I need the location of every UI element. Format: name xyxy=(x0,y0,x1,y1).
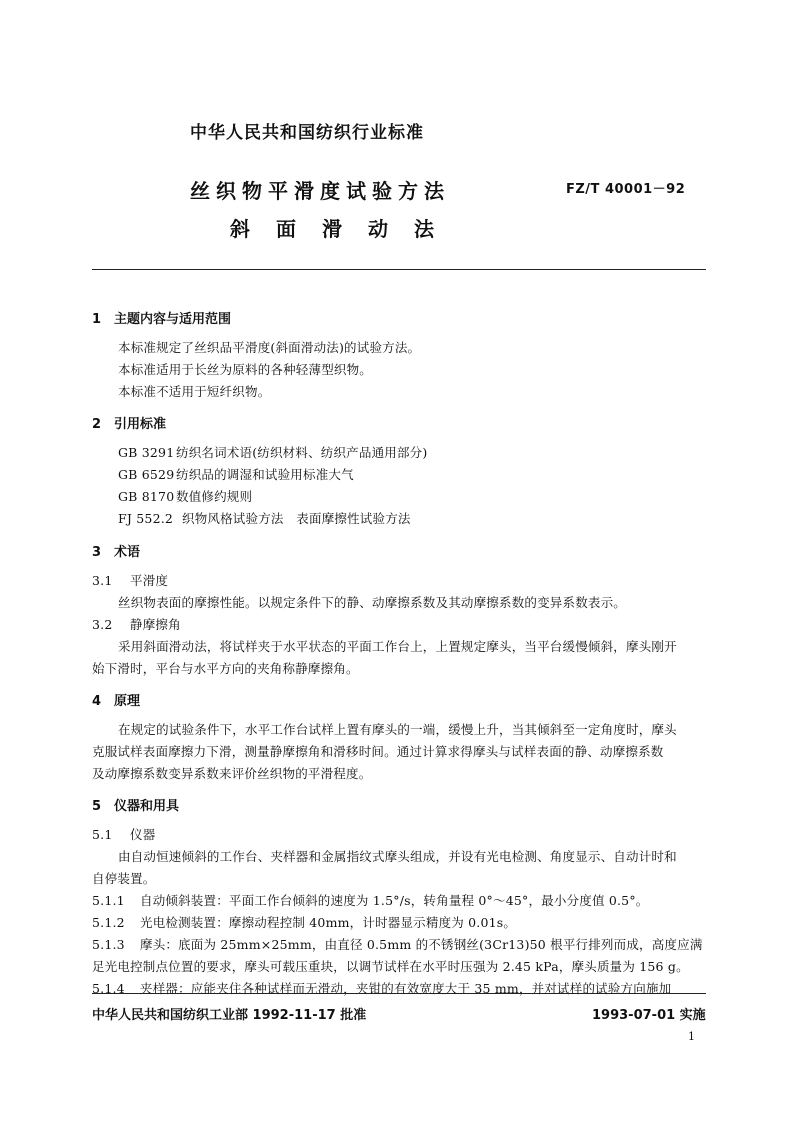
clause-text: 光电检测装置：摩擦动程控制 40mm，计时器显示精度为 0.01s。 xyxy=(140,915,517,930)
reference-code: GB 3291 xyxy=(118,445,175,460)
reference-title: 纺织品的调湿和试验用标准大气 xyxy=(176,467,354,482)
reference-item xyxy=(118,509,411,527)
clause-text: 自动倾斜装置：平面工作台倾斜的速度为 1.5°/s，转角量程 0°～45°，最小分度值 0.5°。 xyxy=(140,893,649,908)
reference-item xyxy=(118,443,427,461)
clause-number: 5.1.1 xyxy=(92,893,125,908)
clause-item xyxy=(92,891,648,909)
term-definition: 丝织物表面的摩擦性能。以规定条件下的静、动摩擦系数及其动摩擦系数的变异系数表示。 xyxy=(118,595,627,610)
reference-code: GB 6529 xyxy=(118,467,175,482)
section-1-paragraph: 本标准不适用于短纤织物。 xyxy=(118,384,271,399)
clause-number: 3.2 xyxy=(92,617,113,632)
section-4-paragraph: 克服试样表面摩擦力下滑，测量静摩擦角和滑移时间。通过计算求得摩头与试样表面的静、动摩擦系数 xyxy=(92,744,664,759)
footer-divider xyxy=(92,993,706,994)
clause-item xyxy=(92,979,671,997)
reference-item xyxy=(118,465,354,483)
section-4-paragraph: 及动摩擦系数变异系数来评价丝织物的平滑程度。 xyxy=(92,766,372,781)
term-heading xyxy=(92,615,181,633)
document-title: 丝织物平滑度试验方法 xyxy=(190,179,450,203)
page-number: 1 xyxy=(688,1030,695,1043)
header-divider xyxy=(92,269,706,270)
document-subtitle: 斜面滑动法 xyxy=(230,217,460,241)
term-heading xyxy=(92,571,168,589)
section-1-paragraph: 本标准适用于长丝为原料的各种轻薄型织物。 xyxy=(118,362,373,377)
clause-item xyxy=(92,913,516,931)
clause-number: 5.1.3 xyxy=(92,937,125,952)
section-1-paragraph: 本标准规定了丝织品平滑度(斜面滑动法)的试验方法。 xyxy=(118,340,421,355)
section-3-heading: 3 术语 xyxy=(92,545,141,560)
effective-date: 1993-07-01 实施 xyxy=(592,1008,706,1023)
clause-item xyxy=(92,935,703,953)
section-4-paragraph: 在规定的试验条件下，水平工作台试样上置有摩头的一端，缓慢上升，当其倾斜至一定角度时，摩头 xyxy=(118,722,677,737)
clause-number: 5.1.2 xyxy=(92,915,125,930)
reference-title: 织物风格试验方法 表面摩擦性试验方法 xyxy=(182,511,411,526)
clause-text: 自停装置。 xyxy=(92,871,156,886)
term-title: 静摩擦角 xyxy=(130,617,181,632)
issuing-organization: 中华人民共和国纺织行业标准 xyxy=(190,123,424,143)
clause-text: 足光电控制点位置的要求，摩头可载压重块，以调节试样在水平时压强为 2.45 kPa，摩头质量为 156 g。 xyxy=(92,959,689,974)
section-1-heading: 1 主题内容与适用范围 xyxy=(92,312,232,327)
term-definition: 始下滑时，平台与水平方向的夹角称静摩擦角。 xyxy=(92,661,359,676)
reference-title: 纺织名词术语(纺织材料、纺织产品通用部分) xyxy=(176,445,428,460)
standard-code: FZ/T 40001－92 xyxy=(566,182,686,197)
term-definition: 采用斜面滑动法，将试样夹于水平状态的平面工作台上，上置规定摩头，当平台缓慢倾斜，摩头刚开 xyxy=(118,639,677,654)
clause-number: 5.1 xyxy=(92,827,113,842)
section-2-heading: 2 引用标准 xyxy=(92,417,167,432)
clause-text: 由自动恒速倾斜的工作台、夹样器和金属指纹式摩头组成，并设有光电检测、角度显示、自动计时和 xyxy=(118,849,677,864)
clause-heading xyxy=(92,825,155,843)
term-title: 平滑度 xyxy=(130,573,169,588)
approval-notice: 中华人民共和国纺织工业部 1992-11-17 批准 xyxy=(92,1008,367,1023)
reference-code: GB 8170 xyxy=(118,489,175,504)
clause-number: 5.1.4 xyxy=(92,981,125,996)
clause-text: 夹样器：应能夹住各种试样而无滑动，夹钳的有效宽度大于 35 mm，并对试样的试验方向施加 xyxy=(140,981,672,996)
reference-item xyxy=(118,487,252,505)
clause-text: 摩头：底面为 25mm×25mm，由直径 0.5mm 的不锈钢丝(3Cr13)50 根平行排列而成，高度应满 xyxy=(140,937,703,952)
section-5-heading: 5 仪器和用具 xyxy=(92,799,180,814)
reference-title: 数值修约规则 xyxy=(176,489,253,504)
section-4-heading: 4 原理 xyxy=(92,694,141,709)
clause-number: 3.1 xyxy=(92,573,113,588)
clause-title: 仪器 xyxy=(130,827,156,842)
reference-code: FJ 552.2 xyxy=(118,511,174,526)
